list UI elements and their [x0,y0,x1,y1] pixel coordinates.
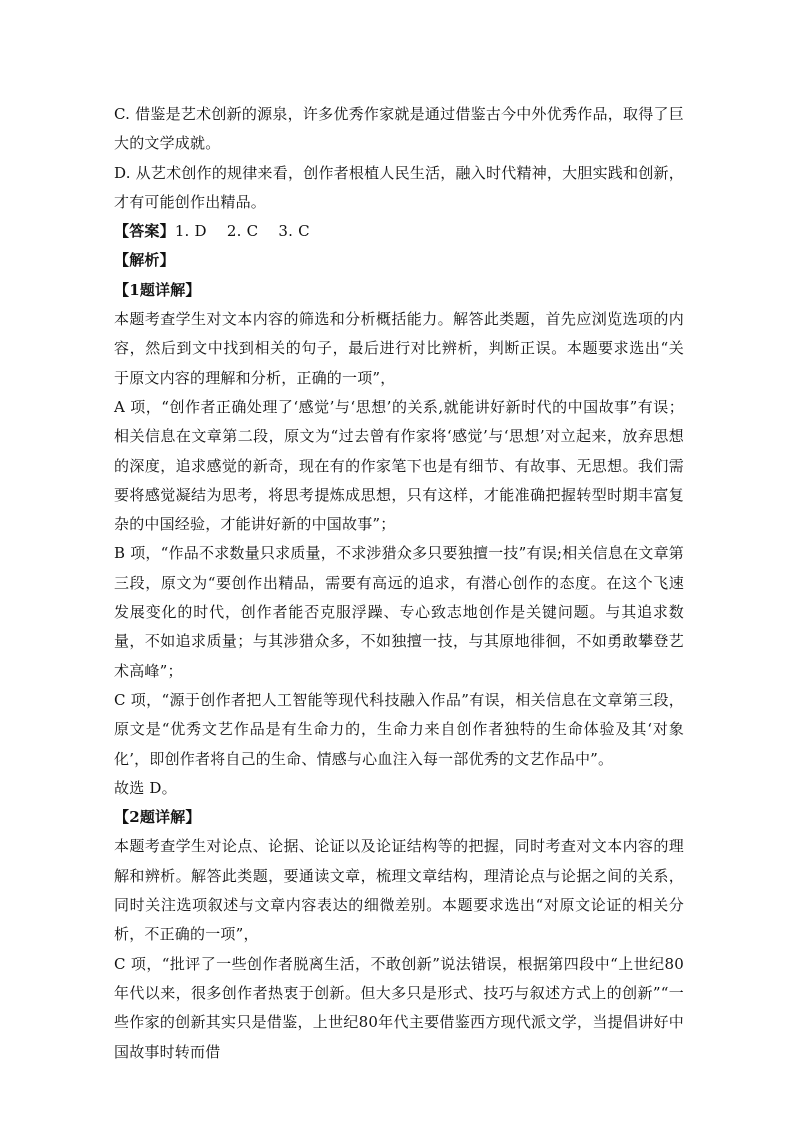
q1-title: 【1题详解】 [114,280,201,299]
q1-intro-paragraph: 本题考查学生对文本内容的筛选和分析概括能力。解答此类题，首先应浏览选项的内容，然后到文中找到相关的句子，最后进行对比辨析，判断正误。本题要求选出“关于原文内容的理解和分析，正确的一项”， [114,310,684,387]
answer-line [114,217,684,246]
q1-option-c-paragraph: C 项，“源于创作者把人工智能等现代科技融入作品”有误，相关信息在文章第三段，原文是“优秀文艺作品是有生命力的，生命力来自创作者独特的生命体验及其‘对象化’，即创作者将自己的生命、情感与心血注入每一部优秀的文艺作品中”。 [114,690,684,768]
answer-label: 【答案】 [114,222,175,241]
option-c-paragraph: C. 借鉴是艺术创新的源泉，许多优秀作家就是通过借鉴古今中外优秀作品，取得了巨大的文学成就。 [114,105,684,153]
q1-option-b-paragraph: B 项，“作品不求数量只求质量，不求涉猎众多只要独擅一技”有误;相关信息在文章第三段，原文为“要创作出精品，需要有高远的追求，有潜心创作的态度。在这个飞速发展变化的时代，创作者能否克服浮躁、专心致志地创作是关键问题。与其追求数量，不如追求质量；与其涉猎众多，不如独擅一技，与其原地徘徊，不如勇敢攀登艺术高峰”； [114,544,684,680]
q2-option-c-paragraph: C 项，“批评了一些创作者脱离生活，不敢创新”说法错误，根据第四段中“上世纪80年代以来，很多创作者热衷于创新。但大多只是形式、技巧与叙述方式上的创新”“一些作家的创新其实只是借鉴，上世纪80年代主要借鉴西方现代派文学，当提倡讲好中国故事时转而借 [114,954,684,1061]
option-d-paragraph: D. 从艺术创作的规律来看，创作者根植人民生活，融入时代精神，大胆实践和创新，才有可能创作出精品。 [114,163,684,211]
answer-text: 1. D 2. C 3. C [174,222,310,241]
q1-option-a-paragraph: A 项，“创作者正确处理了‘感觉’与‘思想’的关系,就能讲好新时代的中国故事”有误；相关信息在文章第二段，原文为“过去曾有作家将‘感觉’与‘思想’对立起来，放弃思想的深度，追求感觉的新奇，现在有的作家笔下也是有细节、有故事、无思想。我们需要将感觉凝结为思考，将思考提炼成思想，只有这样，才能准确把握转型时期丰富复杂的中国经验，才能讲好新的中国故事”； [114,397,684,534]
q2-intro-paragraph: 本题考查学生对论点、论据、论证以及论证结构等的把握，同时考查对文本内容的理解和辨析。解答此类题，要通读文章，梳理文章结构，理清论点与论据之间的关系，同时关注选项叙述与文章内容表达的细微差别。本题要求选出“对原文论证的相关分析，不正确的一项”， [114,837,684,944]
q2-title: 【2题详解】 [114,808,201,827]
q1-conclusion: 故选 D。 [114,778,177,797]
analysis-title: 【解析】 [114,251,175,270]
document-page [114,100,684,1067]
